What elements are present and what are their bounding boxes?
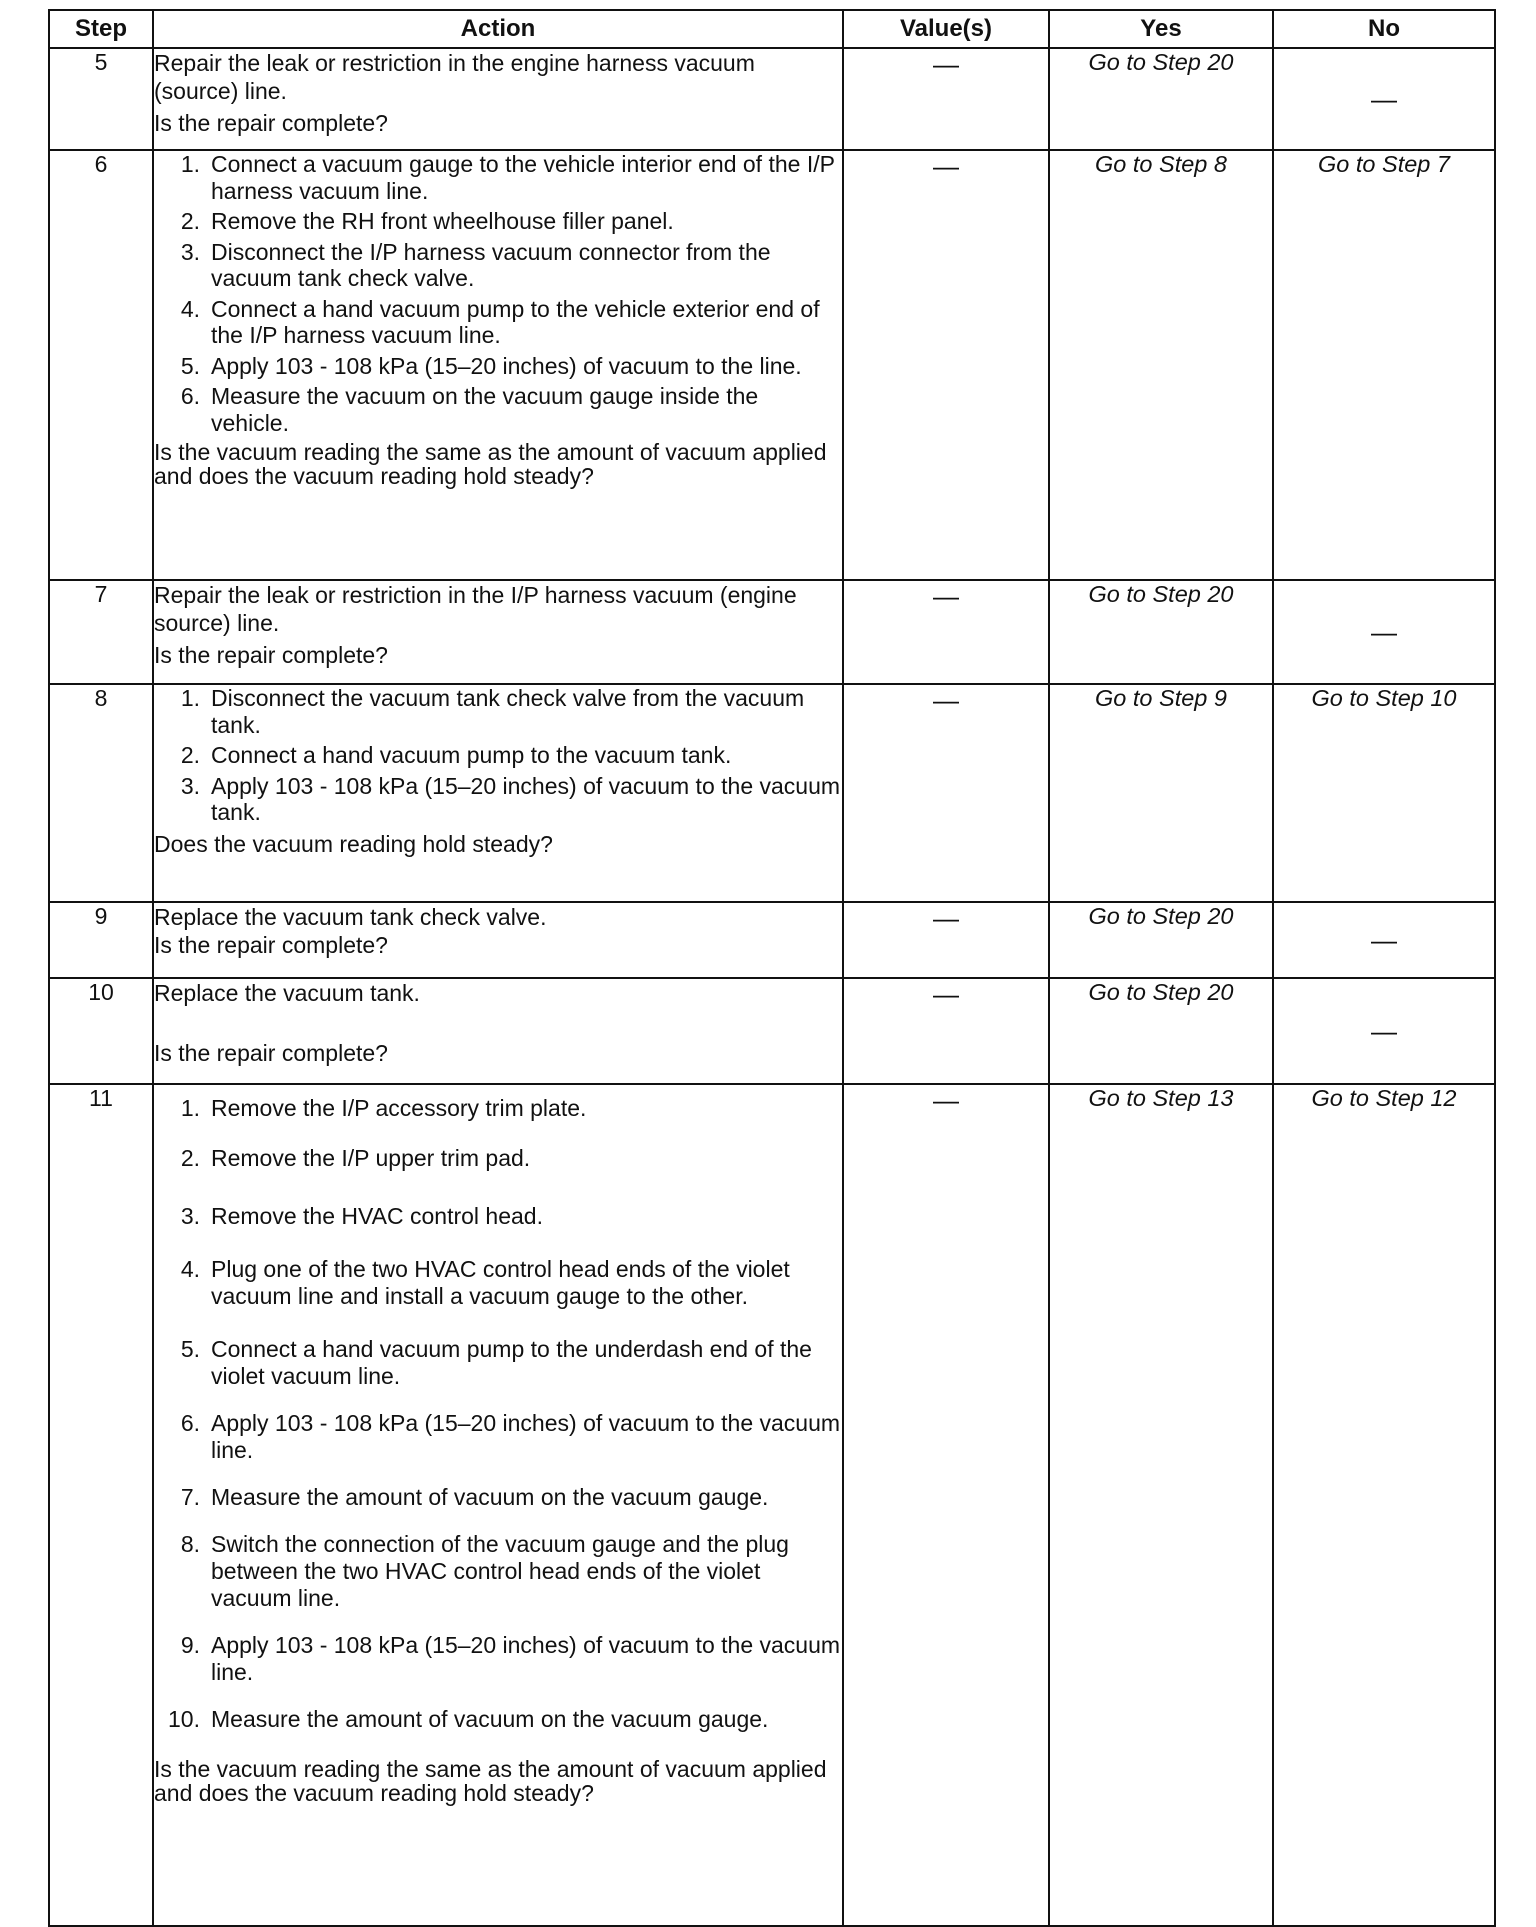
list-item: 3. Disconnect the I/P harness vacuum connector from the vacuum tank check valve. (180, 238, 771, 291)
list-item: 1. Remove the I/P accessory trim plate. (180, 1095, 587, 1121)
no-cell: — (1273, 48, 1495, 150)
list-item: 8. Switch the connection of the vacuum gauge and the plug between the two HVAC control head ends of the violet vacuum line. (180, 1531, 789, 1611)
no-cell: Go to Step 10 (1273, 684, 1495, 902)
step-number: 6 (49, 150, 153, 580)
value-cell: — (843, 150, 1049, 580)
list-item: 4. Plug one of the two HVAC control head ends of the violet vacuum line and install a vacuum gauge to the other. (180, 1256, 790, 1309)
list-item: 5. Connect a hand vacuum pump to the underdash end of the violet vacuum line. (180, 1336, 812, 1389)
action-question: Does the vacuum reading hold steady? (154, 830, 553, 857)
value-cell: — (843, 978, 1049, 1084)
value-cell: — (843, 902, 1049, 978)
step-list (154, 685, 842, 826)
table-row (49, 902, 1495, 978)
action-cell (153, 1084, 843, 1926)
yes-cell: Go to Step 20 (1049, 902, 1273, 978)
action-text: Repair the leak or restriction in the I/P harness vacuum (engine source) line. (154, 582, 797, 636)
list-item: 2. Connect a hand vacuum pump to the vacuum tank. (180, 742, 732, 768)
action-question: Is the repair complete? (154, 642, 388, 668)
header-yes: Yes (1049, 10, 1273, 48)
action-question: Is the vacuum reading the same as the amount of vacuum applied and does the vacuum reading hold steady? (154, 1756, 827, 1806)
value-cell: — (843, 684, 1049, 902)
list-item: 7. Measure the amount of vacuum on the vacuum gauge. (180, 1484, 769, 1510)
yes-cell: Go to Step 20 (1049, 48, 1273, 150)
list-item: 2. Remove the I/P upper trim pad. (180, 1145, 531, 1171)
value-cell: — (843, 48, 1049, 150)
no-cell: — (1273, 978, 1495, 1084)
list-item: 5. Apply 103 - 108 kPa (15–20 inches) of vacuum to the line. (180, 352, 802, 379)
step-list (154, 151, 842, 436)
table-row (49, 150, 1495, 580)
list-item: 4. Connect a hand vacuum pump to the vehicle exterior end of the I/P harness vacuum line. (180, 295, 820, 348)
list-item: 1. Connect a vacuum gauge to the vehicle interior end of the I/P harness vacuum line. (180, 151, 835, 204)
step-list (154, 1095, 842, 1733)
step-number: 8 (49, 684, 153, 902)
header-values: Value(s) (843, 10, 1049, 48)
step-number: 7 (49, 580, 153, 684)
header-no: No (1273, 10, 1495, 48)
action-cell (153, 684, 843, 902)
step-number: 9 (49, 902, 153, 978)
yes-cell: Go to Step 13 (1049, 1084, 1273, 1926)
list-item: 6. Measure the vacuum on the vacuum gauge inside the vehicle. (180, 383, 759, 436)
header-action: Action (153, 10, 843, 48)
list-item: 3. Apply 103 - 108 kPa (15–20 inches) of vacuum to the vacuum tank. (180, 772, 841, 825)
action-text: Replace the vacuum tank. (154, 980, 420, 1006)
no-cell: — (1273, 580, 1495, 684)
yes-cell: Go to Step 9 (1049, 684, 1273, 902)
header-row (49, 10, 1495, 48)
no-cell: Go to Step 7 (1273, 150, 1495, 580)
action-question: Is the vacuum reading the same as the amount of vacuum applied and does the vacuum reading hold steady? (154, 439, 827, 489)
value-cell: — (843, 580, 1049, 684)
action-question: Is the repair complete? (154, 1040, 388, 1066)
action-question: Is the repair complete? (154, 110, 388, 136)
step-number: 5 (49, 48, 153, 150)
action-cell (153, 150, 843, 580)
list-item: 9. Apply 103 - 108 kPa (15–20 inches) of vacuum to the vacuum line. (180, 1632, 841, 1685)
yes-cell: Go to Step 20 (1049, 580, 1273, 684)
table-row (49, 580, 1495, 684)
table-row (49, 684, 1495, 902)
header-step: Step (49, 10, 153, 48)
step-number: 10 (49, 978, 153, 1084)
table-row (49, 48, 1495, 150)
value-cell: — (843, 1084, 1049, 1926)
action-text: Replace the vacuum tank check valve. (154, 904, 547, 930)
no-cell: — (1273, 902, 1495, 978)
step-number: 11 (49, 1084, 153, 1926)
action-cell (153, 902, 843, 978)
diagnostic-table (48, 9, 1496, 1927)
table-row (49, 978, 1495, 1084)
action-cell (153, 580, 843, 684)
action-cell (153, 978, 843, 1084)
list-item: 6. Apply 103 - 108 kPa (15–20 inches) of vacuum to the vacuum line. (180, 1410, 841, 1463)
list-item: 3. Remove the HVAC control head. (180, 1203, 543, 1229)
list-item: 10. Measure the amount of vacuum on the vacuum gauge. (168, 1706, 769, 1732)
action-text: Repair the leak or restriction in the engine harness vacuum (source) line. (154, 50, 755, 104)
yes-cell: Go to Step 20 (1049, 978, 1273, 1084)
list-item: 1. Disconnect the vacuum tank check valve from the vacuum tank. (180, 685, 805, 738)
action-question: Is the repair complete? (154, 932, 388, 958)
yes-cell: Go to Step 8 (1049, 150, 1273, 580)
list-item: 2. Remove the RH front wheelhouse filler panel. (180, 208, 674, 234)
action-cell (153, 48, 843, 150)
no-cell: Go to Step 12 (1273, 1084, 1495, 1926)
table-row (49, 1084, 1495, 1926)
